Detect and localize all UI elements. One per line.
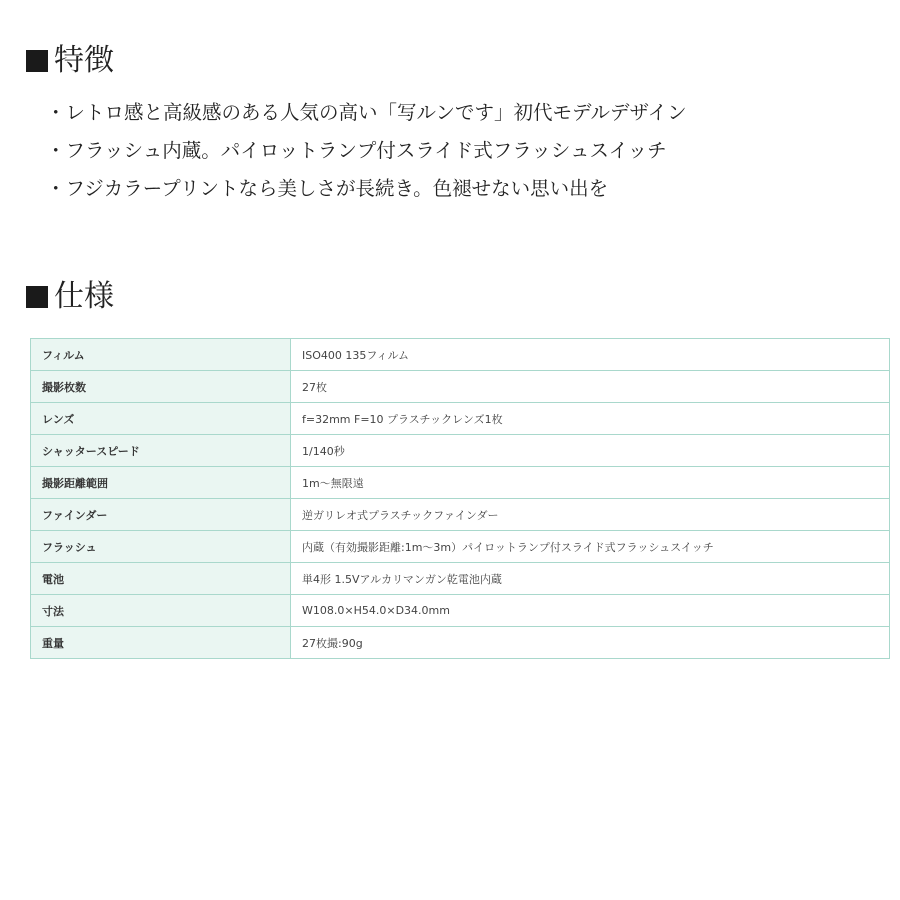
table-row (31, 595, 890, 627)
spec-label: 電池 (31, 563, 291, 595)
table-row (31, 531, 890, 563)
spec-label: 撮影距離範囲 (31, 467, 291, 499)
spec-value: 1/140秒 (291, 435, 890, 467)
spec-value: 単4形 1.5Vアルカリマンガン乾電池内蔵 (291, 563, 890, 595)
spec-value: f=32mm F=10 プラスチックレンズ1枚 (291, 403, 890, 435)
spec-table (30, 338, 890, 659)
spec-label: ファインダー (31, 499, 291, 531)
table-row (31, 435, 890, 467)
feature-item: ・フジカラープリントなら美しさが長続き。色褪せない思い出を (46, 177, 609, 200)
table-row (31, 563, 890, 595)
spec-value: 1m～無限遠 (291, 467, 890, 499)
feature-item: ・レトロ感と高級感のある人気の高い「写ルンです」初代モデルデザイン (46, 101, 687, 124)
spec-value: 27枚 (291, 371, 890, 403)
spec-heading (26, 279, 114, 314)
spec-label: シャッタースピード (31, 435, 291, 467)
table-row (31, 627, 890, 659)
heading-square-icon (26, 50, 48, 72)
table-row (31, 339, 890, 371)
features-list (46, 94, 687, 208)
spec-value: 逆ガリレオ式プラスチックファインダー (291, 499, 890, 531)
table-row (31, 467, 890, 499)
table-row (31, 403, 890, 435)
spec-label: 撮影枚数 (31, 371, 291, 403)
spec-label: レンズ (31, 403, 291, 435)
spec-label: フィルム (31, 339, 291, 371)
spec-value: 内蔵（有効撮影距離:1m～3m）パイロットランプ付スライド式フラッシュスイッチ (291, 531, 890, 563)
features-heading (26, 43, 114, 78)
spec-value: ISO400 135フィルム (291, 339, 890, 371)
table-row (31, 499, 890, 531)
spec-value: W108.0×H54.0×D34.0mm (291, 595, 890, 627)
table-row (31, 371, 890, 403)
heading-square-icon (26, 286, 48, 308)
spec-label: フラッシュ (31, 531, 291, 563)
spec-label: 寸法 (31, 595, 291, 627)
feature-item: ・フラッシュ内蔵。パイロットランプ付スライド式フラッシュスイッチ (46, 139, 667, 162)
features-heading-text: 特徴 (54, 43, 114, 78)
spec-label: 重量 (31, 627, 291, 659)
spec-value: 27枚撮:90g (291, 627, 890, 659)
spec-heading-text: 仕様 (54, 279, 114, 314)
